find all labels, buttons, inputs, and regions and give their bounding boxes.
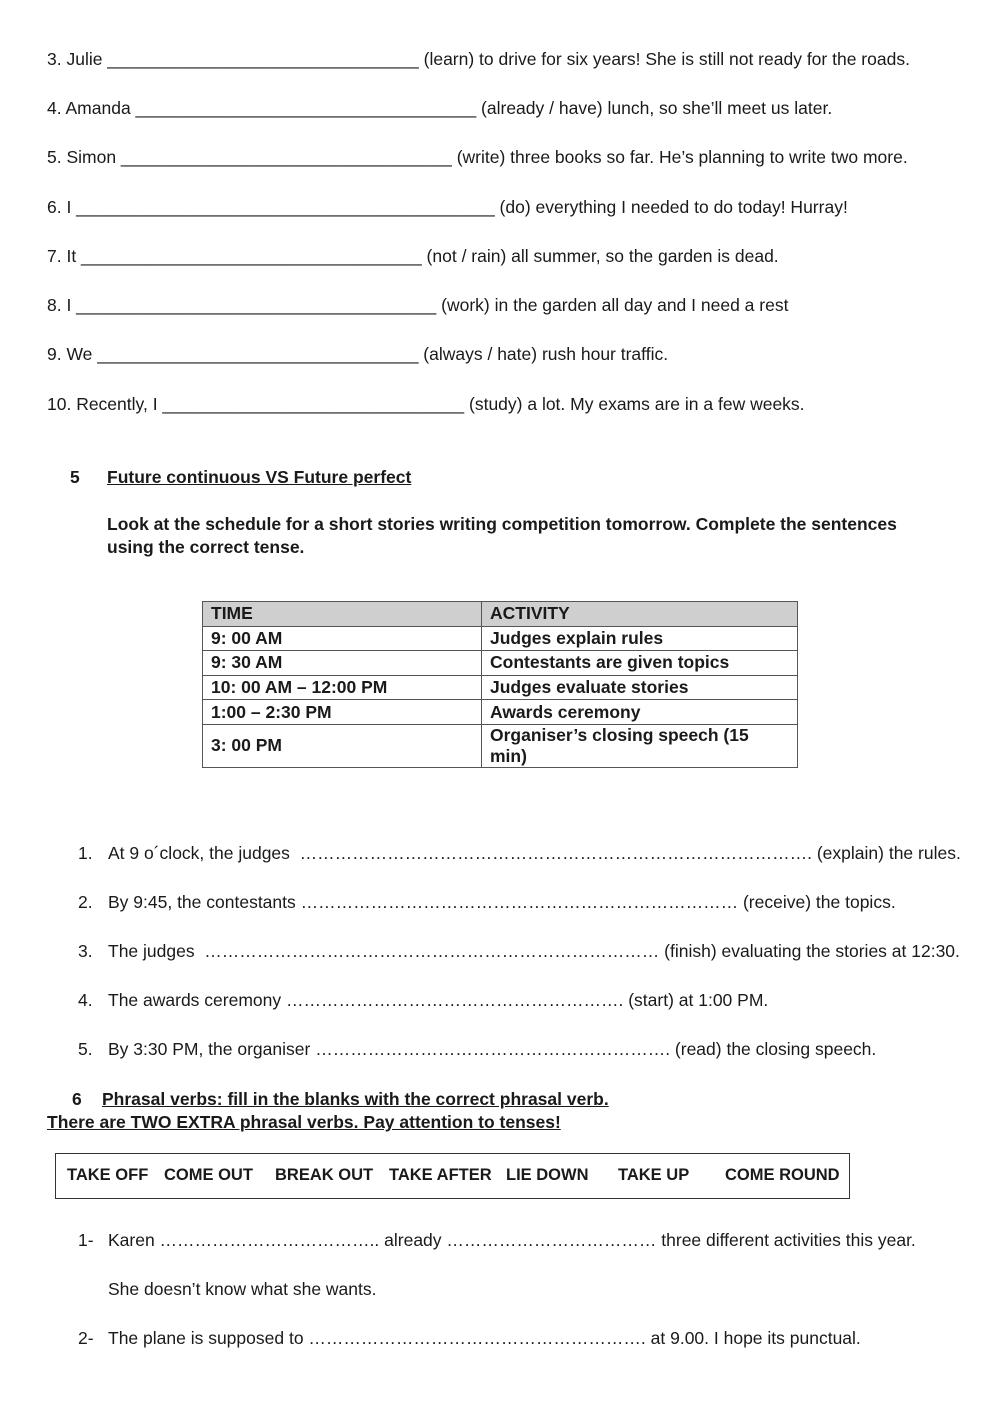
- exercise-item: By 9:45, the contestants ………………………………………………………………… (receive) the topics.: [108, 892, 896, 912]
- activity-cell: Organiser’s closing speech (15 min): [482, 724, 798, 767]
- schedule-table: [202, 601, 798, 768]
- item-number: 1-: [78, 1230, 94, 1250]
- activity-cell: Awards ceremony: [482, 700, 798, 725]
- exercise-item: 9. We _________________________________ (always / hate) rush hour traffic.: [47, 344, 669, 364]
- table-row: [203, 700, 798, 725]
- section-subtitle: There are TWO EXTRA phrasal verbs. Pay attention to tenses!: [47, 1112, 561, 1132]
- section-instruction: using the correct tense.: [107, 537, 305, 557]
- exercise-item: 6. I ___________________________________________ (do) everything I needed to do today! Hurray!: [47, 197, 848, 217]
- exercise-item-continuation: She doesn’t know what she wants.: [108, 1279, 377, 1299]
- table-header-row: [203, 602, 798, 627]
- table-row: [203, 626, 798, 651]
- time-cell: 9: 30 AM: [203, 651, 482, 676]
- exercise-item: 8. I _____________________________________ (work) in the garden all day and I need a rest: [47, 295, 789, 315]
- exercise-item: 3. Julie ________________________________ (learn) to drive for six years! She is still not ready for the roads.: [47, 49, 910, 69]
- phrasal-verb-box: [55, 1153, 850, 1199]
- column-header-time: TIME: [203, 602, 482, 627]
- phrasal-verb: TAKE OFF: [67, 1166, 149, 1184]
- table-row: [203, 675, 798, 700]
- item-number: 2-: [78, 1328, 94, 1348]
- activity-cell: Contestants are given topics: [482, 651, 798, 676]
- section-number: 5: [70, 467, 80, 487]
- phrasal-verb: COME ROUND: [725, 1166, 840, 1184]
- item-number: 4.: [78, 990, 93, 1010]
- exercise-item: 10. Recently, I _______________________________ (study) a lot. My exams are in a few weeks.: [47, 394, 805, 414]
- time-cell: 9: 00 AM: [203, 626, 482, 651]
- phrasal-verb: TAKE UP: [618, 1166, 690, 1184]
- exercise-item: 4. Amanda ___________________________________ (already / have) lunch, so she’ll meet us later.: [47, 98, 833, 118]
- exercise-item: The judges …………………………………………………………………… (finish) evaluating the stories at 12:30.: [108, 941, 960, 961]
- phrasal-verb: LIE DOWN: [506, 1166, 589, 1184]
- table-row: [203, 651, 798, 676]
- exercise-item: 7. It ___________________________________ (not / rain) all summer, so the garden is dead.: [47, 246, 779, 266]
- phrasal-verb: COME OUT: [164, 1166, 253, 1184]
- time-cell: 10: 00 AM – 12:00 PM: [203, 675, 482, 700]
- phrasal-verb: BREAK OUT: [275, 1166, 374, 1184]
- exercise-item: The awards ceremony …………………………………………………. (start) at 1:00 PM.: [108, 990, 769, 1010]
- section-instruction: Look at the schedule for a short stories writing competition tomorrow. Complete the sentences: [107, 514, 897, 534]
- item-number: 2.: [78, 892, 93, 912]
- exercise-item: The plane is supposed to …………………………………………………. at 9.00. I hope its punctual.: [108, 1328, 861, 1348]
- activity-cell: Judges evaluate stories: [482, 675, 798, 700]
- exercise-item: Karen ……………………………….. already ……………………………… three different activities this year.: [108, 1230, 916, 1250]
- time-cell: 3: 00 PM: [203, 724, 482, 767]
- item-number: 3.: [78, 941, 93, 961]
- item-number: 5.: [78, 1039, 93, 1059]
- exercise-item: By 3:30 PM, the organiser ……………………………………………………. (read) the closing speech.: [108, 1039, 877, 1059]
- section-title: Future continuous VS Future perfect: [107, 467, 412, 487]
- section-number: 6: [72, 1089, 82, 1109]
- exercise-item: 5. Simon __________________________________ (write) three books so far. He’s planning to write two more.: [47, 147, 908, 167]
- time-cell: 1:00 – 2:30 PM: [203, 700, 482, 725]
- phrasal-verb: TAKE AFTER: [389, 1166, 492, 1184]
- table-row: [203, 724, 798, 767]
- item-number: 1.: [78, 843, 93, 863]
- section-title: Phrasal verbs: fill in the blanks with the correct phrasal verb.: [102, 1089, 609, 1109]
- activity-cell: Judges explain rules: [482, 626, 798, 651]
- column-header-activity: ACTIVITY: [482, 602, 798, 627]
- exercise-item: At 9 o´clock, the judges ……………………………………………………………………………. (explain) the rules.: [108, 843, 961, 863]
